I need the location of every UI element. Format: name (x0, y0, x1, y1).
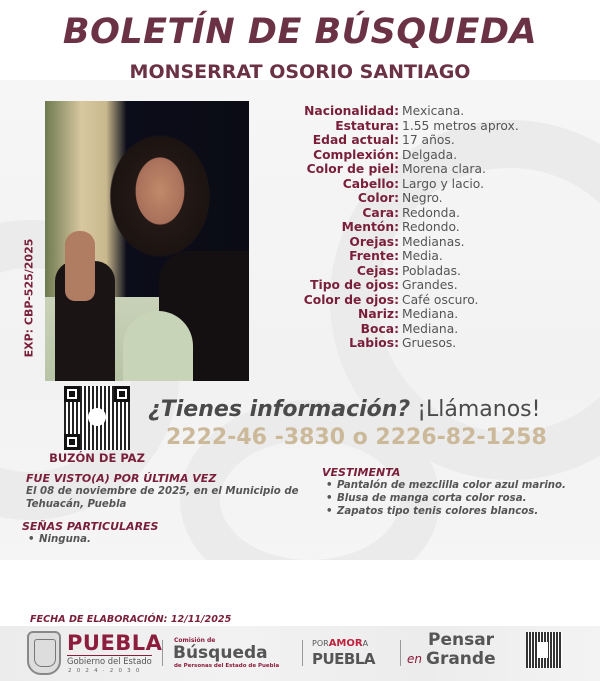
detail-label: Labios: (349, 336, 399, 350)
detail-value: Negro. (402, 191, 443, 205)
detail-value: Mediana. (402, 307, 459, 321)
bulletin-title: BOLETÍN DE BÚSQUEDA (62, 12, 538, 52)
detail-value: Grandes. (402, 278, 458, 292)
detail-row (290, 220, 600, 235)
person-name: MONSERRAT OSORIO SANTIAGO (129, 61, 471, 83)
footer-qr-code[interactable] (526, 632, 562, 668)
file-number: EXP: CBP-525/2025 (22, 238, 36, 358)
detail-value: Mexicana. (402, 104, 465, 118)
detail-row (290, 191, 600, 206)
comision-small: Comisión de (174, 637, 216, 644)
detail-value: Mediana. (402, 321, 459, 336)
list-item: • Pantalón de mezclilla color azul marino. (326, 479, 566, 492)
detail-row (290, 119, 600, 134)
list-item: • Ninguna. (28, 533, 91, 546)
detail-value: Café oscuro. (402, 292, 479, 307)
detail-row (290, 133, 600, 148)
detail-label: Color de ojos: (303, 292, 399, 307)
person-photo (45, 101, 249, 381)
detail-label: Complexión: (313, 147, 399, 162)
por-amor-puebla: PUEBLA (312, 650, 376, 668)
divider (162, 640, 163, 666)
detail-row (290, 162, 600, 177)
detail-label: Color: (357, 191, 399, 205)
grande-text: Grande (426, 649, 496, 669)
detail-label: Color de piel: (306, 162, 399, 176)
detail-label: Orejas: (349, 234, 399, 249)
comision-subtitle: de Personas del Estado de Puebla (174, 663, 280, 669)
por-amor-logo: PORAMORA (312, 638, 369, 649)
detail-value: Medianas. (402, 234, 465, 249)
detail-value: Media. (402, 249, 443, 263)
detail-value: 17 años. (402, 133, 455, 147)
info-prompt (148, 397, 540, 422)
call-us: ¡Llámanos! (410, 397, 541, 422)
detail-row (290, 264, 600, 279)
buzon-label: BUZÓN DE PAZ (49, 451, 145, 465)
list-item: • Zapatos tipo tenis colores blancos. (326, 505, 566, 518)
puebla-logo-text: PUEBLA (67, 631, 163, 655)
en-text: en (407, 652, 422, 666)
coat-of-arms-icon (27, 631, 61, 675)
detail-label: Tipo de ojos: (310, 278, 399, 292)
detail-row (290, 336, 600, 351)
particular-marks-list (28, 533, 91, 546)
detail-label: Nacionalidad: (304, 104, 399, 118)
detail-value: 1.55 metros aprox. (402, 118, 519, 133)
detail-row (290, 177, 600, 192)
last-seen-text: El 08 de noviembre de 2025, en el Municipio de Tehuacán, Puebla (26, 486, 299, 510)
administration-years: 2024·2030 (68, 668, 145, 674)
elaboration-date: FECHA DE ELABORACIÓN: 12/11/2025 (30, 614, 232, 625)
detail-row (290, 278, 600, 293)
pensar-text: Pensar (428, 630, 495, 650)
detail-value: Delgada. (402, 147, 458, 162)
info-question: ¿Tienes información? (148, 397, 411, 422)
clothing-heading: VESTIMENTA (322, 466, 401, 479)
divider (302, 640, 303, 666)
buzon-qr-code[interactable] (64, 386, 130, 450)
detail-label: Edad actual: (312, 133, 399, 147)
last-seen-heading: FUE VISTO(A) POR ÚLTIMA VEZ (26, 472, 217, 485)
detail-label: Cejas: (356, 263, 399, 278)
clothing-list (326, 479, 566, 518)
detail-label: Mentón: (341, 220, 399, 234)
detail-row (290, 148, 600, 163)
detail-row (290, 293, 600, 308)
comision-busqueda: Búsqueda (173, 643, 268, 663)
detail-value: Largo y lacio. (402, 176, 484, 191)
detail-value: Pobladas. (402, 263, 461, 278)
detail-value: Redondo. (402, 220, 460, 234)
detail-label: Estatura: (335, 118, 399, 133)
detail-value: Morena clara. (402, 162, 486, 176)
detail-label: Nariz: (358, 307, 399, 321)
detail-row (290, 322, 600, 337)
detail-label: Cara: (362, 205, 399, 220)
detail-label: Boca: (360, 321, 399, 336)
detail-label: Cabello: (342, 176, 399, 191)
detail-row (290, 206, 600, 221)
detail-label: Frente: (349, 249, 399, 263)
gobierno-text: Gobierno del Estado (67, 656, 152, 666)
list-item: • Blusa de manga corta color rosa. (326, 492, 566, 505)
particular-marks-heading: SEÑAS PARTICULARES (22, 520, 159, 533)
physical-details (290, 104, 600, 351)
phone-numbers[interactable]: 2222-46 -3830 o 2226-82-1258 (166, 425, 547, 450)
footer-logos (0, 626, 600, 681)
divider (400, 640, 401, 666)
detail-row (290, 104, 600, 119)
detail-row (290, 235, 600, 250)
detail-value: Redonda. (402, 205, 460, 220)
detail-row (290, 249, 600, 264)
detail-row (290, 307, 600, 322)
detail-value: Gruesos. (402, 336, 457, 350)
